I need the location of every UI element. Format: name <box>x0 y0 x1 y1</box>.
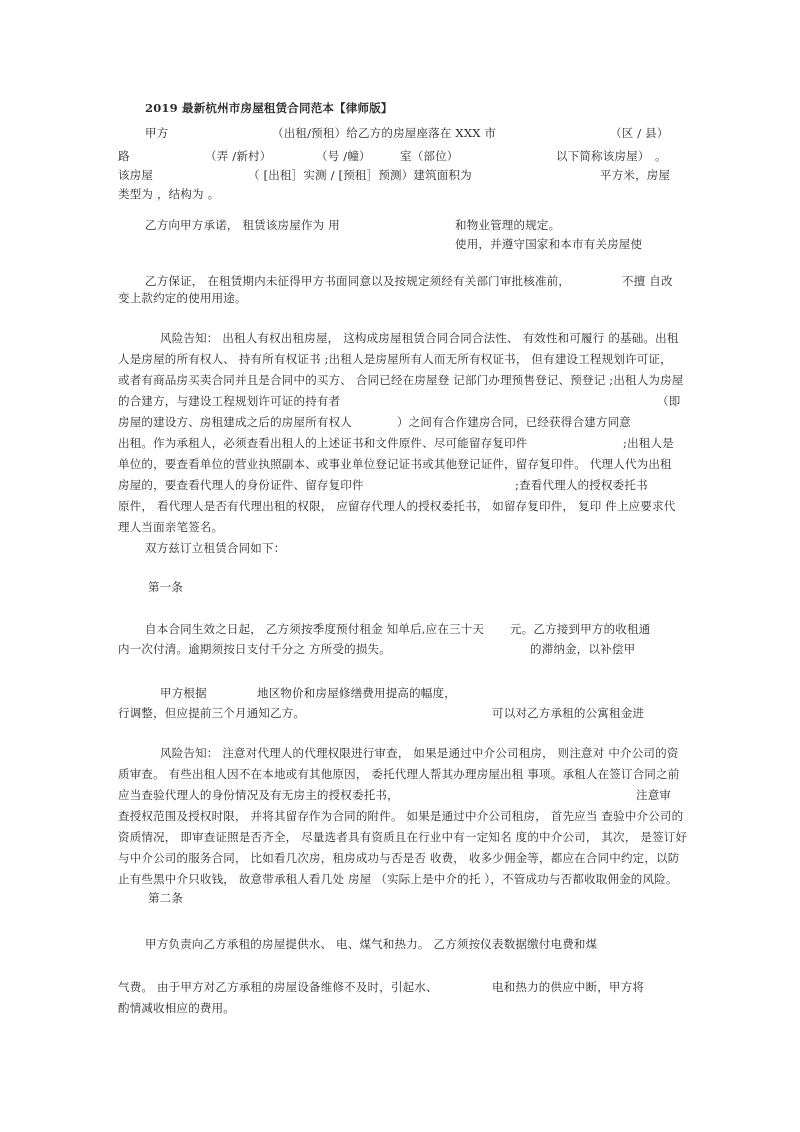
text-line: 注意审 <box>636 788 672 802</box>
text-line: （弄 /新村） <box>205 149 272 163</box>
text-line: 双方兹订立租赁合同如下： <box>145 541 286 555</box>
text-line: 原件， 看代理人是否有代理出租的权限， 应留存代理人的授权委托书， 如留存复印件， 复印 件上应要求代 <box>118 499 676 513</box>
text-line: ;出租人是 <box>623 436 674 450</box>
text-line: 自本合同生效之日起， 乙方须按季度预付租金 知单后,应在三十天 <box>145 622 485 636</box>
document-title: 2019 最新杭州市房屋租赁合同范本【律师版】 <box>145 101 393 115</box>
text-line: 的滞纳金，以补偿甲 <box>530 642 636 656</box>
text-line: （区 / 县） <box>610 126 669 140</box>
text-line: 止有些黑中介只收钱， 故意带承租人看几处 房屋 （实际上是中介的托 ），不管成功与否都收取佣金的风险。 <box>118 872 678 886</box>
text-line: 路 <box>118 149 130 163</box>
text-line: 资质情况， 即审查证照是否齐全， 尽量选者具有资质且在行业中有一定知名 度的中介公司， 其次， 是签订好 <box>118 830 688 844</box>
text-line: 甲方根据 <box>160 686 207 700</box>
text-line: 酌情减收相应的费用。 <box>118 1001 235 1015</box>
text-line: 乙方保证， 在租赁期内未征得甲方书面同意以及按规定须经有关部门审批核准前， <box>145 274 571 288</box>
text-line: 或者有商品房买卖合同并且是合同中的买方、 合同已经在房屋登 记部门办理预售登记、预登记 ;出租人为房屋 <box>118 373 684 387</box>
text-line: 和物业管理的规定。 <box>455 218 561 232</box>
text-line: 室（部位） <box>400 149 459 163</box>
text-line: （ [出租］实测 / [预租］预测）建筑面积为 <box>248 168 472 182</box>
text-line: （号 /幢） <box>316 149 371 163</box>
text-line: 质审查。 有些出租人因不在本地或有其他原因， 委托代理人帮其办理房屋出租 事项。承租人在签订合同之前 <box>118 767 680 781</box>
text-line: 变上款约定的使用用途。 <box>118 291 247 305</box>
text-line: 应当查验代理人的身份情况及有无房主的授权委托书， <box>118 788 399 802</box>
text-line: 与中介公司的服务合同， 比如看几次房，租房成功与否是否 收费， 收多少佣金等，都应在合同中约定，以防 <box>118 851 680 865</box>
text-line: 使用，并遵守国家和本市有关房屋使 <box>455 237 643 251</box>
text-line: 元。乙方接到甲方的收租通 <box>510 622 651 636</box>
text-line: 查授权范围及授权时限， 并将其留存作为合同的附件。 如果是通过中介公司租房， 首先应当 查验中介公司的 <box>118 809 684 823</box>
text-line: （即 <box>657 394 681 408</box>
text-line: 行调整，但应提前三个月通知乙方。 <box>118 706 306 720</box>
text-line: 平方米，房屋 <box>600 168 671 182</box>
text-line: 乙方向甲方承诺， 租赁该房屋作为 用 <box>145 218 340 232</box>
text-line: 以下简称该房屋） <box>556 149 650 163</box>
text-line: 甲方 <box>145 126 169 140</box>
text-line: 气费。 由于甲方对乙方承租的房屋设备维修不及时，引起水、 <box>118 980 438 994</box>
text-line: 。 <box>655 149 667 163</box>
text-line: 单位的，要查看单位的营业执照副本、或事业单位登记证书或其他登记证件，留存复印件。 代理人代为出租 <box>118 457 672 471</box>
section-heading: 第一条 <box>148 580 184 594</box>
text-line: 该房屋 <box>118 168 154 182</box>
text-line: （出租/预租）给乙方的房屋座落在 XXX 市 <box>272 126 497 140</box>
text-line: 甲方负责向乙方承租的房屋提供水、 电、煤气和热力。 乙方须按仪表数据缴付电费和煤 <box>145 937 598 951</box>
text-line: 内一次付清。逾期须按日支付千分之 方所受的损失。 <box>118 642 391 656</box>
text-line: 地区物价和房屋修缮费用提高的幅度， <box>257 686 456 700</box>
section-heading: 第二条 <box>148 891 184 905</box>
text-line: 房屋的，要查看代理人的身份证件、留存复印件 <box>118 478 364 492</box>
text-line: ）之间有合作建房合同，已经获得合建方同意 <box>397 415 631 429</box>
text-line: 出租。作为承租人，必须查看出租人的上述证书和文件原件、尽可能留存复印件 <box>118 436 528 450</box>
text-line: 风险告知： 出租人有权出租房屋， 这构成房屋租赁合同合同合法性、 有效性和可履行 的基础。出租 <box>160 331 679 345</box>
text-line: 的合建方，与建设工程规划许可证的持有者 <box>118 394 341 408</box>
text-line: 理人当面亲笔签名。 <box>118 520 224 534</box>
text-line: 房屋的建设方、房租建成之后的房屋所有权人 <box>118 415 352 429</box>
text-line: 可以对乙方承租的公寓租金进 <box>492 706 645 720</box>
text-line: ;查看代理人的授权委托书 <box>515 478 648 492</box>
text-line: 风险告知： 注意对代理人的代理权限进行审查， 如果是通过中介公司租房， 则注意对 中介公司的资 <box>160 746 679 760</box>
text-line: 不擅 自改 <box>622 274 673 288</box>
text-line: 类型为 ，结构为 。 <box>118 187 220 201</box>
text-line: 人是房屋的所有权人、 持有所有权证书 ;出租人是房屋所有人而无所有权证书， 但有建设工程规划许可证， <box>118 352 672 366</box>
text-line: 电和热力的供应中断，甲方将 <box>492 980 645 994</box>
